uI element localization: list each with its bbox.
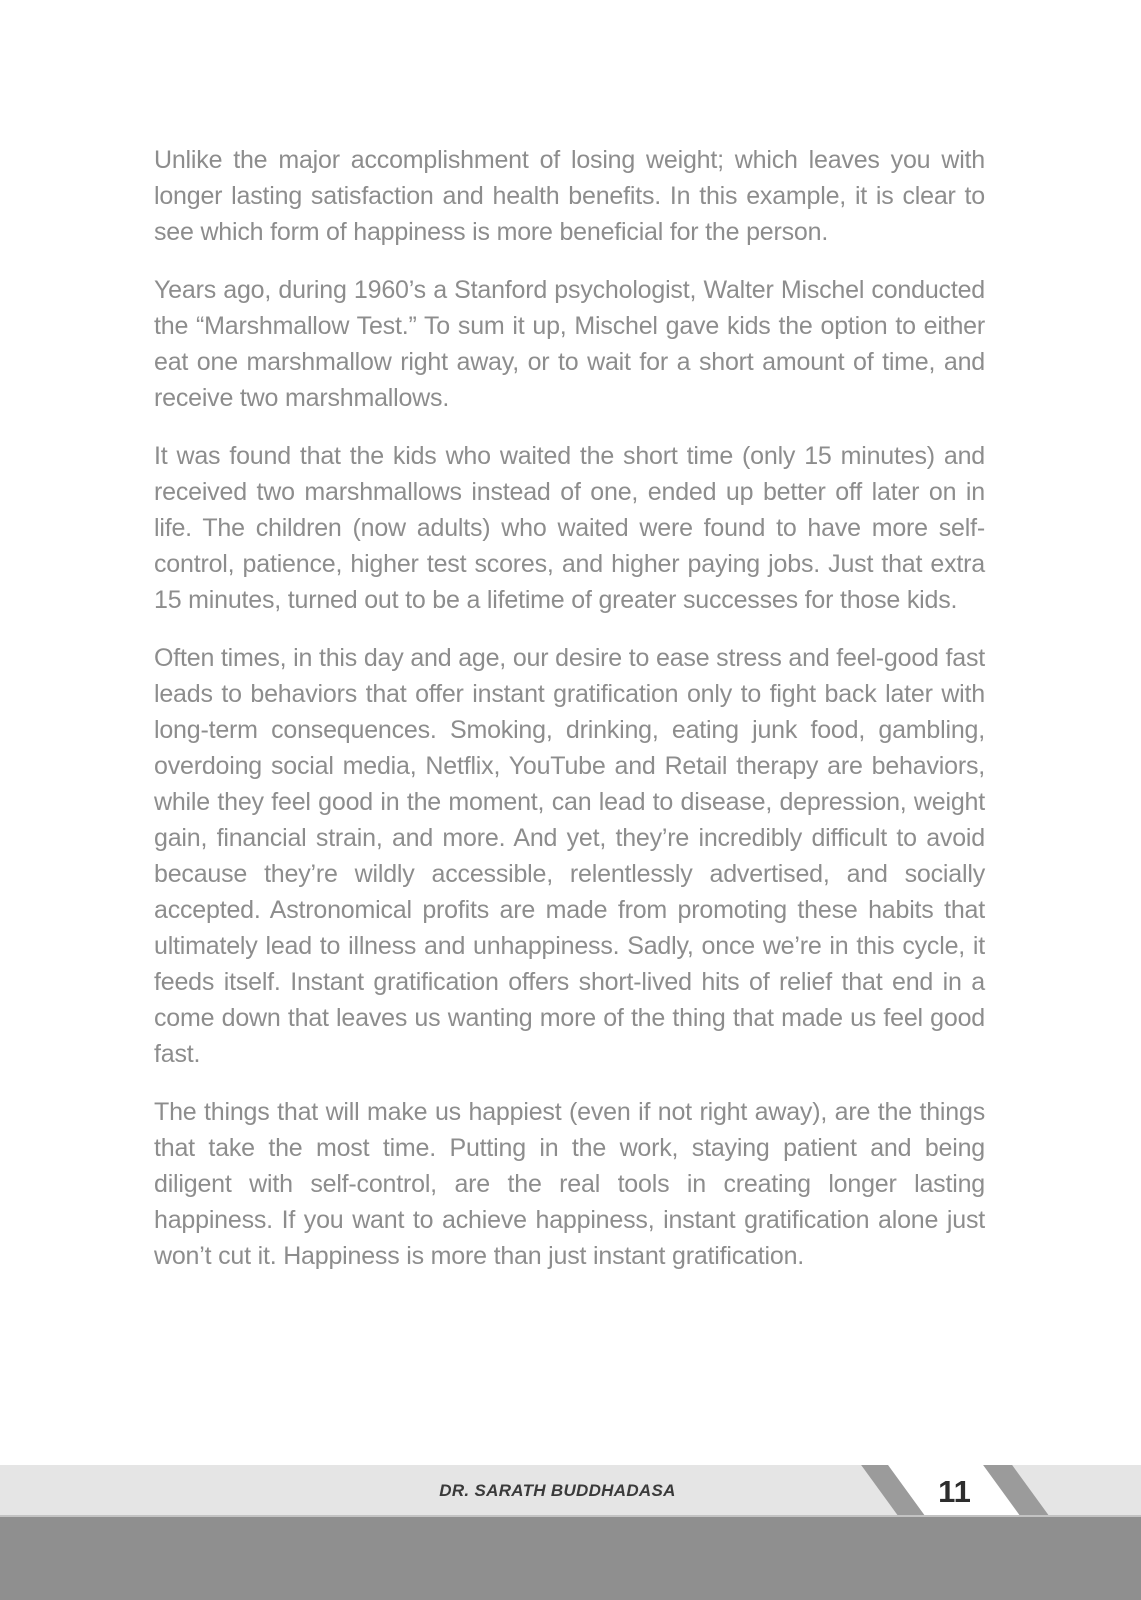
footer-author: DR. SARATH BUDDHADASA (439, 1481, 676, 1500)
body-paragraph: Unlike the major accomplishment of losing weight; which leaves you with longer lasting satisfaction and health benefits. In this example, it is clear to see which form of happiness is more beneficial for the person. (154, 146, 985, 246)
bottom-band (0, 1515, 1141, 1600)
body-paragraph: Often times, in this day and age, our desire to ease stress and feel-good fast leads to behaviors that offer instant gratification only to fight back later with long-term consequences. Smoking, drinking, eating junk food, gambling, overdoing social media, Netflix, YouTube and Retail therapy are behaviors, while they feel good in the moment, can lead to disease, depression, weight gain, financial strain, and more. And yet, they’re incredibly difficult to avoid because they’re wildly accessible, relentlessly advertised, and socially accepted. Astronomical profits are made from promoting these habits that ultimately lead to illness and unhappiness. Sadly, once we’re in this cycle, it feeds itself. Instant gratification offers short-lived hits of relief that end in a come down that leaves us wanting more of the thing that made us feel good fast. (154, 644, 985, 1068)
body-paragraph: Years ago, during 1960’s a Stanford psychologist, Walter Mischel conducted the “Marshmallow Test.” To sum it up, Mischel gave kids the option to either eat one marshmallow right away, or to wait for a short amount of time, and receive two marshmallows. (154, 276, 985, 412)
page-number: 11 (938, 1474, 971, 1509)
body-paragraph: It was found that the kids who waited the short time (only 15 minutes) and received two marshmallows instead of one, ended up better off later on in life. The children (now adults) who waited were found to have more self-control, patience, higher test scores, and higher paying jobs. Just that extra 15 minutes, turned out to be a lifetime of greater successes for those kids. (154, 442, 985, 614)
footer-band (0, 1465, 1141, 1517)
page-number-plate (888, 1465, 1021, 1517)
body-paragraph: The things that will make us happiest (even if not right away), are the things that take the most time. Putting in the work, staying patient and being diligent with self-control, are the real tools in creating longer lasting happiness. If you want to achieve happiness, instant gratification alone just won’t cut it. Happiness is more than just instant gratification. (154, 1098, 985, 1270)
